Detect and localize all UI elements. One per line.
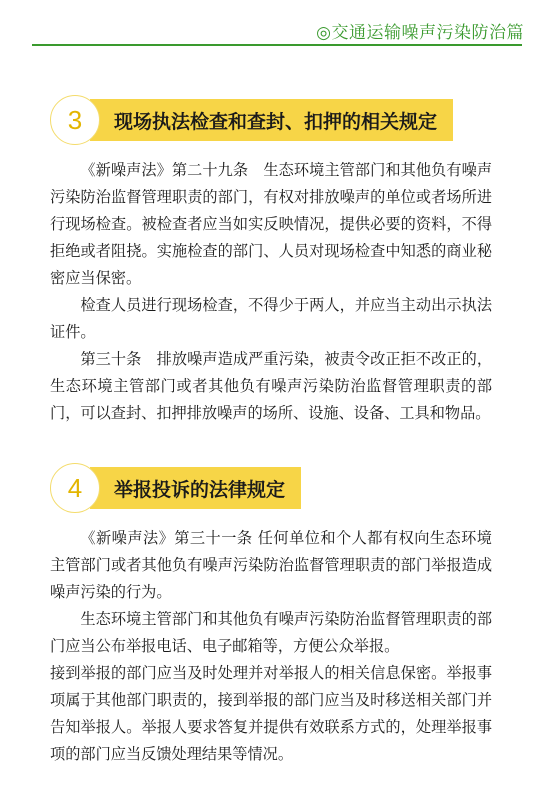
paragraph: 《新噪声法》第二十九条 生态环境主管部门和其他负有噪声污染防治监督管理职责的部门，有权对排放噪声的单位或者场所进行现场检查。被检查者应当如实反映情况，提供必要的资料，不得拒绝或者阻挠。实施检查的部门、人员对现场检查中知悉的商业秘密应当保密。 [50,161,492,287]
section-body-3 [50,157,492,427]
page-header [0,0,540,46]
section-title: 现场执法检查和查封、扣押的相关规定 [90,99,453,141]
section-body-4 [50,525,492,768]
paragraph: 检查人员进行现场检查，不得少于两人，并应当主动出示执法证件。 [50,296,492,341]
section-number: 3 [50,95,100,145]
paragraph: 接到举报的部门应当及时处理并对举报人的相关信息保密。举报事项属于其他部门职责的，接到举报的部门应当及时移送相关部门并告知举报人。举报人要求答复并提供有效联系方式的，处理举报事项的部门应当反馈处理结果等情况。 [50,664,492,763]
paragraph: 《新噪声法》第三十一条 任何单位和个人都有权向生态环境主管部门或者其他负有噪声污染防治监督管理职责的部门举报造成噪声污染的行为。 [50,529,492,601]
section-number: 4 [50,463,100,513]
paragraph: 生态环境主管部门和其他负有噪声污染防治监督管理职责的部门应当公布举报电话、电子邮箱等，方便公众举报。 [50,610,492,655]
header-divider [32,44,522,46]
paragraph: 第三十条 排放噪声造成严重污染，被责令改正拒不改正的，生态环境主管部门或者其他负有噪声污染防治监督管理职责的部门，可以查封、扣押排放噪声的场所、设施、设备、工具和物品。 [50,350,492,422]
header-title: ◎交通运输噪声污染防治篇 [316,23,524,43]
section-title: 举报投诉的法律规定 [90,467,301,509]
